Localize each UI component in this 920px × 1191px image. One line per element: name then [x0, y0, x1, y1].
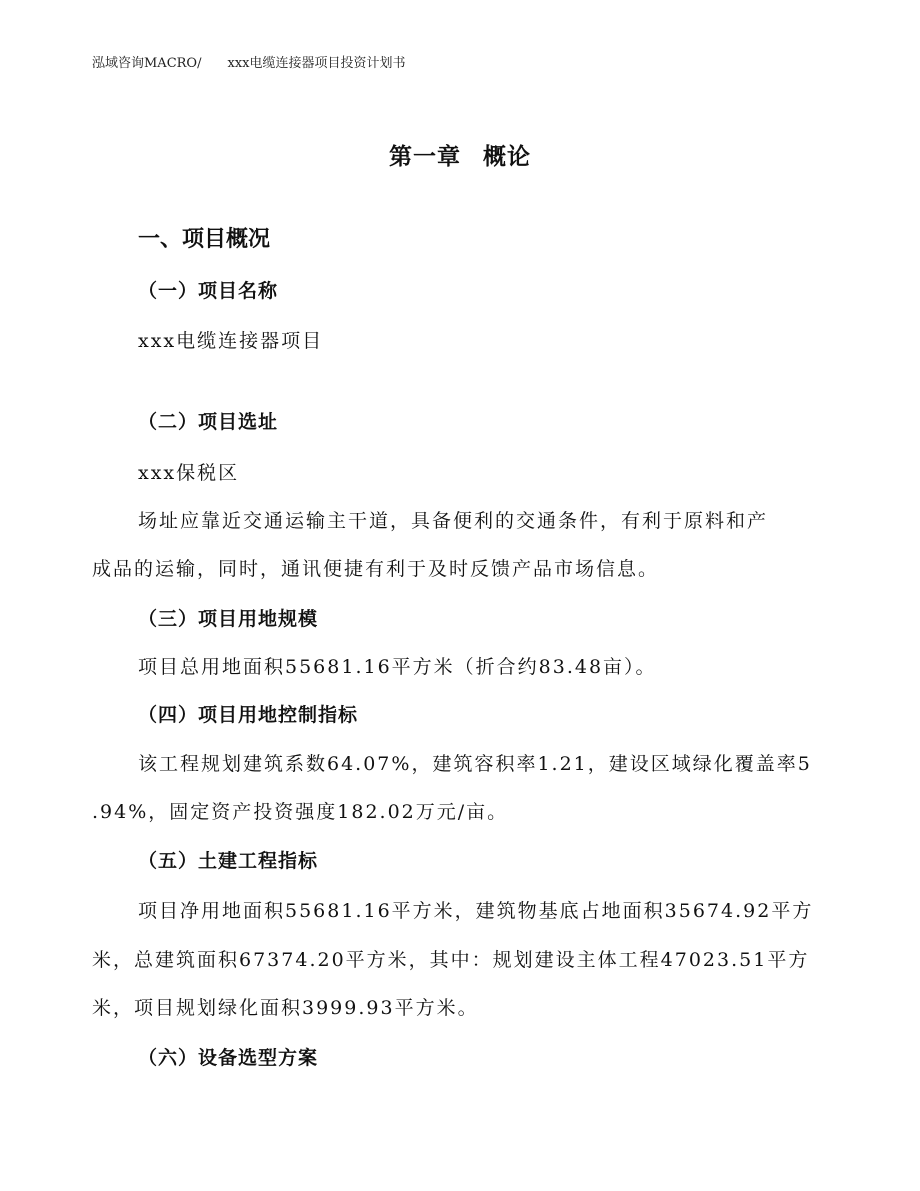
- chapter-number: 第一章: [389, 144, 461, 170]
- chapter-name: 概论: [483, 144, 531, 170]
- location-para-line-1: 场址应靠近交通运输主干道，具备便利的交通条件，有利于原料和产: [138, 510, 769, 532]
- location-para-line-2: 成品的运输，同时，通讯便捷有利于及时反馈产品市场信息。: [92, 558, 660, 580]
- construction-para-line-1: 项目净用地面积55681.16平方米，建筑物基底占地面积35674.92平方: [138, 900, 814, 922]
- location-text: xxx保税区: [138, 462, 240, 484]
- subsection-heading-construction: （五）土建工程指标: [138, 850, 319, 872]
- control-para-line-1: 该工程规划建筑系数64.07%，建筑容积率1.21，建设区域绿化覆盖率5: [138, 753, 812, 775]
- header-left: 泓域咨询MACRO/: [92, 56, 202, 71]
- subsection-heading-equipment: （六）设备选型方案: [138, 1047, 319, 1069]
- subsection-heading-name: （一）项目名称: [138, 280, 279, 302]
- project-name-text: xxx电缆连接器项目: [138, 330, 324, 352]
- header-right: xxx电缆连接器项目投资计划书: [227, 56, 406, 71]
- section-heading: 一、项目概况: [138, 227, 271, 252]
- construction-para-line-3: 米，项目规划绿化面积3999.93平方米。: [92, 997, 479, 1019]
- subsection-heading-land: （三）项目用地规模: [138, 608, 319, 630]
- subsection-heading-location: （二）项目选址: [138, 411, 279, 433]
- subsection-heading-control: （四）项目用地控制指标: [138, 704, 359, 726]
- chapter-title: [0, 138, 920, 171]
- running-header: [92, 52, 405, 71]
- land-area-text: 项目总用地面积55681.16平方米（折合约83.48亩）。: [138, 656, 657, 678]
- construction-para-line-2: 米，总建筑面积67374.20平方米，其中：规划建设主体工程47023.51平方: [92, 949, 810, 971]
- control-para-line-2: .94%，固定资产投资强度182.02万元/亩。: [92, 801, 509, 823]
